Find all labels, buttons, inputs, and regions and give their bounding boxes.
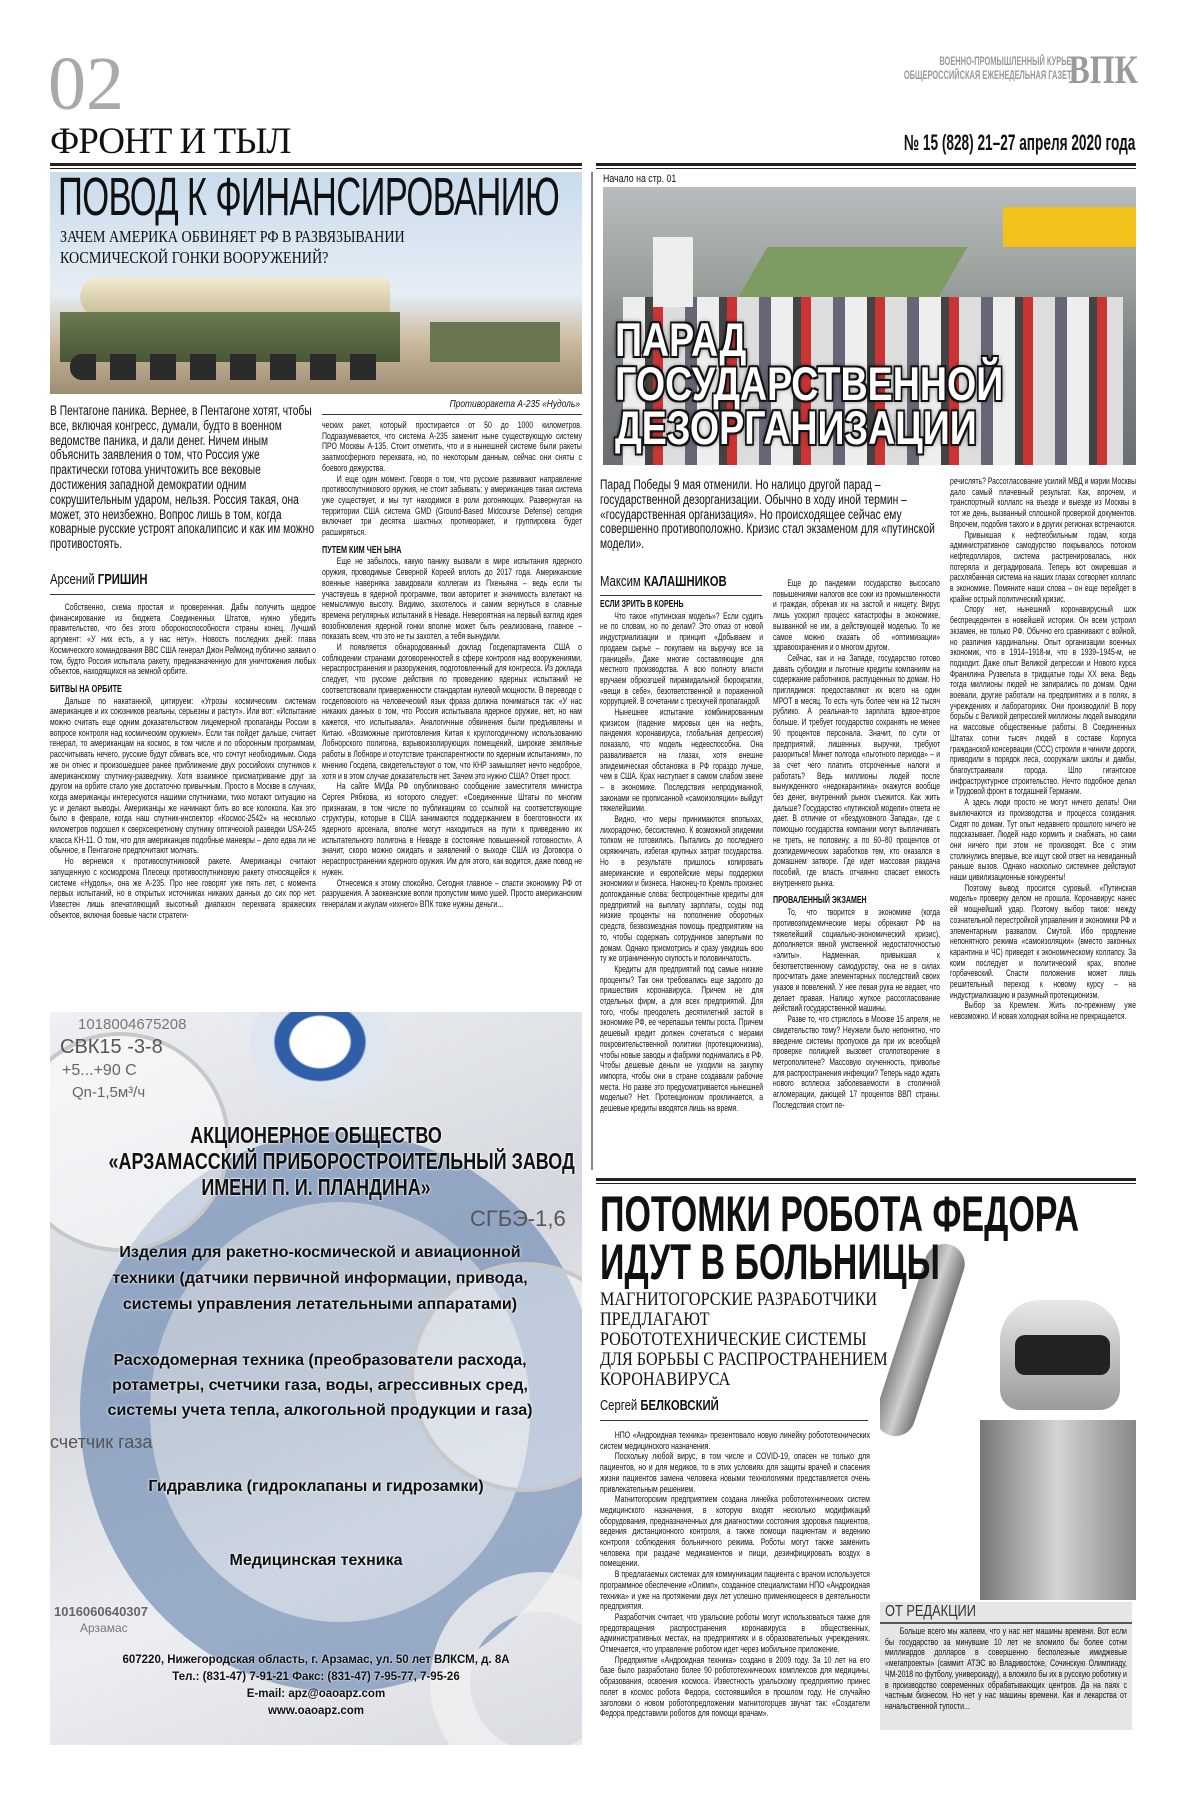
paper-tagline: ОБЩЕРОССИЙСКАЯ ЕЖЕНЕДЕЛЬНАЯ ГАЗЕТА (903, 68, 1076, 82)
author-last-name: КАЛАШНИКОВ (643, 574, 727, 590)
paragraph: Привыкшая к нефтеобильным годам, когда административное самодурство покрывалось потоком нефтедолларов, система растренировалась, нюх потеряла и деградировала. Теперь вот ожиревшая и расхлябанная система на наших глазах сотворяет коллапс в экономике. Помяните наши слова – он еще перейдет в крайне острый политический кризис. (950, 528, 1136, 604)
bg-meter-text: Qn-1,5м³/ч (72, 1084, 146, 1101)
paragraph: Разработчик считает, что уральские роботы могут использоваться также для предотвращения распространения коронавируса в общественных, административных местах, на предприятиях и в образовательных учреждениях. Отмечается, что управление роботом идет через мобильное приложение. (600, 1610, 870, 1655)
article3-subtitle: МАГНИТОГОРСКИЕ РАЗРАБОТЧИКИ ПРЕДЛАГАЮТ РОБОТОТЕХНИЧЕСКИЕ СИСТЕМЫ ДЛЯ БОРЬБЫ С РАСПРОСТРАНЕНИЕМ КОРОНАВИРУСА (600, 1289, 888, 1390)
bg-barcode: 1018004675208 (78, 1016, 187, 1033)
paragraph: Предприятие «Андроидная техника» создано в 2009 году. За 10 лет на его базе было разработано более 90 робототехнических комплексов для медицины, образования, освоения космоса. Известность уральскому предприятию принес полет в космос робота Федора, состоявшийся в прошлом году. Не случайно заголовки о новом роботопредложении магнитогорцев звучат так: «Создатели Федора представили роботов для помощи врачам». (600, 1653, 870, 1719)
subheading: ЕСЛИ ЗРИТЬ В КОРЕНЬ (600, 600, 684, 610)
paragraph: Спору нет, нынешний коронавирусный шок беспрецедентен в новейшей истории. Он всем устроил экзамен, не только РФ. Обычно его сравнивают с войной, но различия кардинальны. Опыт организации военных экономик, что в 1914–1918-м, что в 1939–1945-м, не подходит. Даже опыт Великой депрессии и Нового курса Франклина Рузвельта в тридцатые годы XX века. Ведь тогда миллионы людей не запирались по домам. Одни воевали, другие работали на предприятиях и в полях, в учреждениях и лабораториях. Они производили! В пору борьбы с Великой депрессией миллионы людей выводили на массовые общественные работы. В Соединенных Штатах сотни тысяч людей в составе Корпуса гражданской консервации (ССС) строили и чинили дороги, приводили в порядок леса, сооружали школы и дамбы, благоустраивали города. Шло гигантское инфраструктурное строительство. Нечто подобное делал и Трудовой фронт в тогдашней Германии. (950, 603, 1136, 797)
ad-website[interactable]: www.oaoapz.com (267, 1705, 365, 1717)
bg-gas-meter: СГБЭ-1,6 (470, 1206, 566, 1231)
author-last-name: БЕЛКОВСКИЙ (640, 1398, 719, 1414)
column-rule (591, 172, 593, 1170)
article2-headline (615, 313, 1004, 454)
ad-email[interactable]: E-mail: apz@oaoapz.com (246, 1688, 386, 1700)
subheading: БИТВЫ НА ОРБИТЕ (50, 683, 122, 695)
paragraph: ческих ракет, который простирается от 50 до 1000 километров. Подразумевается, что система А-235 заменит ныне существующую систему ПРО Москвы А-135. Стоит отметить, что и в нынешней системе были ракеты заатмосферного перехвата, но, по некоторым данным, сейчас они сняты с боевого дежурства. (322, 420, 582, 473)
divider (596, 163, 1136, 169)
paragraph: Кредиты для предприятий под самые низкие проценты? Так они требовались еще задолго до пришествия коронавируса. Причем не для отдельных фирм, а для всех предприятий. Для того, чтобы преодолеть десятилетний застой в экономике РФ, ее черепашьи темпы роста. Причем дешевый кредит должен сочетаться с мерами покровительственной политики (протекционизма), чтобы новые заводы и фабрики поднимались в РФ. Чтобы дешевые деньги не уходили на закупку импорта, чтобы они в стране создавали рабочие места. Но разве это предусматривается нынешней моделью? Нет. Протекционизм проклинается, а дешевые кредиты вводятся лишь на время. (600, 962, 763, 1114)
article2-lead (600, 478, 940, 552)
robot-visor (1015, 1335, 1110, 1375)
subheading: ПУТЕМ КИМ ЧЕН ЫНА (322, 544, 402, 556)
paragraph: В предлагаемых системах для коммуникации пациента с врачом используется программное обеспечение «Олимп», созданное специалистами НПО «Андроидная техника» и уже на протяжении двух лет успешно применяющееся в деятельности предприятия. (600, 1568, 870, 1612)
paragraph: Но вернемся к противоспутниковой ракете. Американцы считают запущенную с космодрома Плесецк противоспутниковую ракету относящейся к системе «Нудоль», она же А-235. Про нее говорят уже пять лет, с момента первых испытаний, но в открытых источниках никаких данных до сих пор нет. Известен лишь впечатляющий высотный диапазон перехвата вражеских объектов, включая боевые части стратеги- (50, 855, 316, 920)
paragraph: Дальше по накатанной, цитируем: «Угрозы космическим системам американцев и их союзников реальны, серьезны и растут». Или вот: «Испытание можно считать еще одним доказательством лицемерной пропаганды России в вопросе контроля над космическим оружием». Если так пойдет дальше, считает генерал, то американцам на космос, в том числе и по оборонным программам, рассчитывать нечего, русские будут сбивать все, что сочтут необходимым. Сюда же он отнес и произошедшее ранее приближение двух российских спутников к американскому спутнику-разведчику. Хотя взаимное присматривание друг за другом на орбите стало уже достаточно привычным. Просто в Москве в случаях, когда американцы интересуются нашими спутниками, тихо мотают ситуацию на ус и делают выводы. Американцы же начинают бить во все колокола. Как это было в феврале, когда наш спутник-инспектор «Космос-2542» на несколько километров подошел к сверхсекретному спутнику оптической разведки USA-245 класса KH-11. О том, что для американцев подобные маневры – дело едва ли не обычное, в Пентагоне предпочитают молчать. (50, 694, 316, 856)
ad-phones: Тел.: (831-47) 7-91-21 Факс: (831-47) 7-95-77, 7-95-26 (172, 1671, 460, 1683)
bg-barcode: 1016060640307 (54, 1604, 148, 1619)
article2-column-1 (600, 600, 763, 1172)
paragraph: То, что творится в экономике (когда противоэпидемические меры обрекают РФ на тяжелейший социально-экономический кризис), дополняется явной умственной недостаточностью «элиты». Надменная, привыкшая к безответственному самодурству, она не в силах просчитать даже элементарных последствий своих указов и повелений. У нее левая рука не ведает, что делает правая. Налицо жуткое рассогласование действий государственной машины. (773, 906, 940, 1014)
photo-caption: Противоракета А-235 «Нудоль» (449, 398, 580, 410)
article1-column-2 (322, 420, 582, 1004)
editorial-text: Больше всего мы жалеем, что у нас нет машины времени. Вот если бы государство за минувшие 10 лет не вломило бы более сотни миллиардов долларов в совершенно бесполезные имиджевые «мегапроекты» (саммит АТЭС во Владивостоке, Сочинскую Олимпиаду, ЧМ-2018 по футболу, универсиаду), а вложило бы их в русскую роботику и в производство современных обрабатывающих центров. Да на паях с частным бизнесом. Но нет у нас машины времени. Как и лекарства от начальственной тупости... (885, 1626, 1127, 1711)
bg-gas-label: счетчик газа (50, 1432, 153, 1452)
missile-canister (80, 277, 390, 317)
ad-contacts (50, 1652, 582, 1720)
paragraph: Нынешнее испытание комбинированным кризисом (падение мировых цен на нефть, пандемия коронавируса, глобальная депрессия) показало, что модель недееспособна. Она разваливается на глазах, хотя внешне эпидемическая обстановка в РФ гораздо лучше, чем в США. Крах наступает в самом слабом звене – в экономике. Последствия непродуманной, законами не прописанной «самоизоляции» выйдут тяжелейшими. (600, 706, 763, 814)
issue-info: № 15 (828) 21–27 апреля 2020 года (903, 130, 1135, 155)
paragraph: речислять? Рассогласование усилий МВД и мэрии Москвы дало самый плачевный результат. Как, впрочем, и транспортный коллапс на въезде и выезде из Москвы в тот же день, вызванный сплошной проверкой документов. Впрочем, подобия такого и в других регионах встречаются. (950, 476, 1136, 529)
paragraph: Отнесемся к этому спокойно. Сегодня главное – спасти экономику РФ от разрушения. А заокеанские вопли пропустим мимо ушей. Просто американским генералам и акулам «ихнего» ВПК тоже нужны деньги... (322, 876, 582, 909)
ad-product-hydraulics: Гидравлика (гидроклапаны и гидрозамки) (148, 1478, 484, 1495)
editorial-box (880, 1602, 1132, 1730)
paragraph: Еще не забылось, какую панику вызвали в мире испытания ядерного оружия, проводимые Северной Кореей вплоть до 2017 года. Американские военные наверняка завидовали коллегам из Пхеньяна – ведь если ты участвуешь в ядерной программе, твои авторитет и значимость взлетают на немыслимую высоту. Видимо, захотелось и самим вернуться в славные времена регулярных испытаний в Неваде. Невероятная на первый взгляд идея возобновления ядерной гонки вполне может быть реализована, главное – показать всем, что это не ты захотел, а тебя вынудили. (322, 555, 582, 642)
paper-name: ВОЕННО-ПРОМЫШЛЕННЫЙ КУРЬЕР (938, 54, 1076, 68)
paragraph: Поскольку любой вирус, в том числе и COVID-19, опасен не только для пациентов, но и для медиков, то в этих условиях для защиты врачей и спасения жизни пациентов замена человека новыми технологиями представляется очень привлекательным решением. (600, 1450, 870, 1494)
divider (600, 1420, 868, 1421)
gas-station (1003, 207, 1136, 247)
company-line: ИМЕНИ П. И. ПЛАНДИНА» (201, 1174, 431, 1200)
paragraph: Еще до пандемии государство высосало повышениями налогов все соки из промышленности и граждан, обрекая их на застой и нищету. Вирус лишь ускорил процесс катастрофы в экономике, вызванной не им, а действующей моделью. То же самое можно сказать об «оптимизации» здравоохранения и о многом другом. (773, 578, 940, 653)
truck (653, 237, 693, 307)
paragraph: А здесь люди просто не могут ничего делать! Они выключаются из производства и процесса созидания. Сидят по домам. Тут опыт недавнего прошлого ничего не подсказывает. Людей надо кормить и снабжать, но сами они ничего при этом не производят. Все с этим столкнулись впервые, все ищут свой ответ на невиданный раньше вызов. Однако насколько системнее действуют наши цивилизационные конкуренты! (950, 796, 1136, 883)
article2-byline (600, 574, 727, 590)
article3-headline: ПОТОМКИ РОБОТА ФЕДОРА ИДУТ В БОЛЬНИЦЫ (600, 1186, 1080, 1290)
paragraph: Видно, что меры принимаются впопыхах, лихорадочно, бессистемно. К возможной эпидемии толком не готовились. Пытались до последнего скряжничать, избегая крупных затрат государства. Но в результате пришлось копировать американские и европейские меры поддержки экономики и бизнеса. Наконец-то Кремль произнес долгожданные слова: беспроцентные кредиты для предприятий на выплату зарплаты, ссуды под низкие проценты на пополнение оборотных средств, безвозмездная помощь предприятиям на то, чтобы содержать сотрудников запертыми по домам. Однако присмотрись и сразу увидишь всю ту же ограниченную скупость и половинчатость. (600, 813, 763, 964)
divider (600, 595, 762, 596)
ad-product-flowmeters: Расходомерная техника (преобразователи расхода, ротаметры, счетчики газа, воды, агрессивных сред, системы учета тепла, алкогольной продукции и газа) (107, 1352, 533, 1419)
subheading: ПРОВАЛЕННЫЙ ЭКЗАМЕН (773, 895, 867, 907)
paragraph: И появляется обнародованный доклад Госдепартамента США о соблюдении странами договоренностей в сфере контроля над вооружениями, нераспространения и разоружения, подготовленный для конгресса. Из доклада следует, что русские действия по проведению ядерных испытаний не соответствовали приверженности стандартам нулевой мощности. В переводе с госдеповского на человеческий язык фраза должна пониматься так: «У нас никаких данных о том, что Россия испытывала ядерное оружие, нет, но нам кажется, что испытывала». Аналогичные обвинения были предъявлены и Китаю. «Возможные приготовления Китая к круглогодичному использованию Лобнорского полигона, взрывоизолирующих помещений, широкие земляные работы в Лобноре и отсутствие транспарентности по ядерным испытаниям», по мнению Госдепа, свидетельствуют о том, что КНР замышляет нечто недоброе, хотя и в этом случае доказательств нет. Зачем это нужно США? Ответ прост. (322, 641, 582, 781)
robot-photo (880, 1240, 1136, 1600)
divider (50, 594, 315, 595)
paragraph: Магнитогорским предприятием создана линейка робототехнических систем медицинского назначения, в которую входят несколько модификаций оборудования, предназначенных для диагностики состояния здоровья пациентов, ведения дистанционного контроля, а также помощи пациентам и ведению контроля соблюдения больничного режима. Роботы могут также заменить человека при раздаче медикаментов и пищи, дезинфицировать воздух в помещении. (600, 1493, 870, 1569)
ad-product-medical: Медицинская техника (229, 1552, 403, 1569)
paper-masthead (860, 47, 1138, 92)
vpk-logo: ВПК (1068, 47, 1138, 92)
robot-body (980, 1420, 1136, 1600)
bg-meter-text: +5...+90 С (62, 1062, 137, 1079)
article2-column-2 (773, 578, 940, 1172)
article1-byline (50, 572, 148, 588)
headline-line: ДЕЗОРГАНИЗАЦИИ (615, 401, 977, 454)
author-first-name: Арсений (50, 572, 95, 588)
article3-byline (600, 1398, 719, 1414)
headline-line: ПАРАД (615, 313, 747, 366)
article2-column-3 (950, 476, 1136, 1172)
paragraph: Сейчас, как и на Западе, государство готово давать субсидии и льготные кредиты компаниям на содержание работников, распущенных по домам. Но приглядимся: предоставляют их всего на один МРОТ в месяц. То есть чуть более чем на 12 тысяч рублико. А реальная-то зарплата вдвое-втрое больше. И требует государство сохранять не менее 90 процентов персонала. Значит, по сути от предприятий, лишенных выручки, требуют разориться! Минет полгода «льготного периода» – и за счет чего платить отсроченные налоги и работать? Ведь миллионы людей после вынужденного «недокарантина» окажутся вообще без денег, внутренний рынок съежится. Как жить дальше? Государство «путинской модели» ответа не дает. В отличие от «бездуховного Запада», где с помощью государства компании могут выплачивать не треть, не половину, а по 60–80 процентов от доэпидемических заработков тем, кто оказался в домашнем затворе. Где идет массовая раздача пособий, где власть отчаянно спасает емкость внутреннего рынка. (773, 651, 940, 888)
company-line: «АРЗАМАССКИЙ ПРИБОРОСТРОИТЕЛЬНЫЙ ЗАВОД (108, 1148, 575, 1174)
page-number: 02 (48, 42, 124, 126)
bg-meter-text: СВК15 -3-8 (60, 1036, 163, 1058)
truck-wheels (70, 354, 390, 380)
ad-company-name (50, 1122, 582, 1200)
advertisement (50, 1012, 582, 1745)
paragraph: НПО «Андроидная техника» презентовало новую линейку робототехнических систем медицинского назначения. (600, 1430, 870, 1451)
paragraph: Поэтому вывод просится суровый. «Путинская модель» проверку делом не прошла. Коронавирус нанес ей мощнейший удар. Поэтому выбор таков: между сознательной перестройкой управления и экономики РФ и элементарным развалом. Смутой. Ибо продление непонятного режима «самоизоляции» (вместо законных карантина и ЧС) приведет к экономическому коллапсу. За коим последует и политический крах, вполне горбачевский. Спасти положение может лишь решительный переход к новому курсу – на индустриализацию и разумный протекционизм. (950, 881, 1136, 1000)
lead-text: Парад Победы 9 мая отменили. Но налицо другой парад – государственной дезорганизации. Обычно в ходу иной термин – «государственная организация». Но происходящее сейчас ему совершенно противоположно. Кризис стал экзаменом для «путинской модели». (600, 478, 935, 552)
editorial-title: ОТ РЕДАКЦИИ (885, 1603, 976, 1620)
divider (596, 1178, 1136, 1184)
author-last-name: ГРИШИН (97, 572, 148, 588)
author-first-name: Максим (600, 574, 641, 590)
article1-column-1 (50, 602, 316, 1004)
headline-line: ГОСУДАРСТВЕННОЙ (615, 357, 1004, 410)
bg-city: Арзамас (80, 1621, 128, 1635)
section-title: ФРОНТ И ТЫЛ (50, 121, 291, 162)
article1-subtitle: ЗАЧЕМ АМЕРИКА ОБВИНЯЕТ РФ В РАЗВЯЗЫВАНИИ КОСМИЧЕСКОЙ ГОНКИ ВООРУЖЕНИЙ? (60, 227, 405, 267)
article1-lead (50, 404, 315, 552)
paragraph: Выбор за Кремлем. Жить по-прежнему уже невозможно. И новая холодная война не прекращается. (950, 999, 1136, 1022)
ad-logo-emblem (250, 1012, 390, 1102)
divider (322, 414, 582, 415)
road-greenery (739, 247, 968, 297)
article1-headline: ПОВОД К ФИНАНСИРОВАНИЮ (58, 167, 560, 227)
ad-address: 607220, Нижегородская область, г. Арзамас, ул. 50 лет ВЛКСМ, д. 8А (122, 1654, 510, 1666)
ad-product-aerospace: Изделия для ракетно-космической и авиационной техники (датчики первичной информации, привода, системы управления летательными аппаратами) (112, 1244, 528, 1313)
company-line: АКЦИОНЕРНОЕ ОБЩЕСТВО (190, 1122, 442, 1148)
second-vehicle (430, 322, 560, 362)
article3-body (600, 1430, 870, 1780)
divider (880, 1622, 1132, 1624)
paragraph: Что такое «путинская модель»? Если судить не по словам, но по делам? Это отказ от новой индустриализации и принцип «Добываем и продаем сырье – покупаем на выручку все за границей». Даже многие составляющие для местного производства. А всю полноту власти вручаем обрюзгшей пирамидальной бюрократии, «вещи в себе», безответственной и пораженной коррупцией. В сочетании с трескучей пропагандой. (600, 609, 763, 707)
paragraph: Собственно, схема простая и проверенная. Дабы получить щедрое финансирование из бюджета Соединенных Штатов, нужно убедить правительство, что без этого обороноспособности страны конец. Лучший аргумент: «У них есть, а у нас нету». Новость последних дней: глава Космического командования ВВС США генерал Джон Реймонд публично заявил о том, будто Россия испытала ракету, предназначенную для уничтожения любых объектов, находящихся на земной орбите. (50, 602, 316, 677)
paragraph: Разве то, что стряслось в Москве 15 апреля, не свидетельство тому? Неужели было непонятно, что введение системы пропусков да при их всеобщей проверке полицией вызовет столпотворение в метрополитене? Массовую скученность, приволье для распространения инфекции? Теперь надо ждать нового всплеска заболеваемости в столичной агломерации, дающей 17 процентов ВВП страны. Последствия стоит пе- (773, 1013, 940, 1110)
author-first-name: Сергей (600, 1398, 638, 1414)
lead-text: В Пентагоне паника. Вернее, в Пентагоне хотят, чтобы все, включая конгресс, думали, будто в военном ведомстве паника, и дали денег. Ничем иным объяснить заявления о том, что Россия уже практически готова уничтожить все вековые достижения западной демократии одним сокрушительным ударом, нельзя. Россия такая, она может, это неизбежно. Вопрос лишь в том, когда коварные русские устроят апокалипсис и как им можно противостоять. (50, 404, 315, 552)
paragraph: На сайте МИДа РФ опубликовано сообщение заместителя министра Сергея Рябкова, из которого следует: «Соединенные Штаты по многим признакам, в том числе по публикациям со ссылкой на соответствующие структуры, которые в США занимаются поддержанием в боеготовности их ядерного арсенала, вполне могут находиться на пути к приведению их испытательного полигона в Неваде в состояние повышенной готовности». А значит, скоро можно ожидать и заявлений о выходе США из Договора о нераспространении ядерного оружия. Им для этого, как водится, даже повод не нужен. (322, 780, 582, 877)
paragraph: И еще один момент. Говоря о том, что русские развивают направление противоспутникового оружия, не стоит забывать: у американцев такая система уже существует, и мы тут находимся в роли догоняющих. Развернутая на территории США система GMD (Ground-Based Midcourse Defense) сегодня включает три десятка шахтных противоракет, и группировка будет расширяться. (322, 472, 582, 538)
continued-note: Начало на стр. 01 (603, 173, 677, 185)
